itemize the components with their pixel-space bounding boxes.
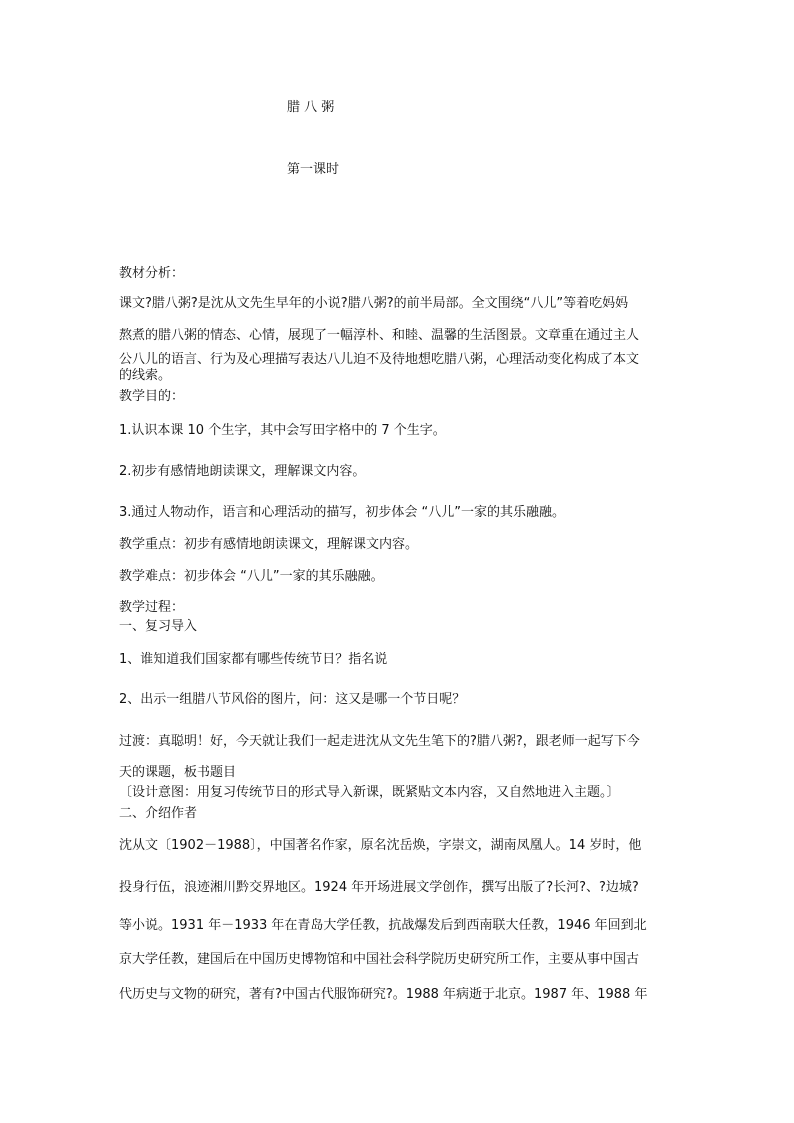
author-line: 代历史与文物的研究，著有?中国古代服饰研究?。1988 年病逝于北京。1987 年、1988 年 <box>119 987 648 1002</box>
question-1: 1、谁知道我们国家都有哪些传统节日？指名说 <box>119 652 388 667</box>
goal-item: 3.通过人物动作，语言和心理活动的描写，初步体会 “八儿”一家的其乐融融。 <box>119 505 566 520</box>
design-note: 〔设计意图：用复习传统节日的形式导入新课，既紧贴文本内容，又自然地进入主题。〕 <box>119 785 620 800</box>
goal-item: 1.认识本课 10 个生字，其中会写田字格中的 7 个生字。 <box>119 423 446 438</box>
lesson-title: 腊 八 粥 <box>287 100 335 115</box>
process-heading: 教学过程： <box>119 600 185 615</box>
analysis-line: 公八儿的语言、行为及心理描写表达八儿迫不及待地想吃腊八粥，心理活动变化构成了本文 <box>119 352 640 367</box>
goals-heading: 教学目的： <box>119 389 185 404</box>
goal-item: 2.初步有感情地朗读课文，理解课文内容。 <box>119 464 366 479</box>
lesson-subtitle: 第一课时 <box>287 162 340 177</box>
author-line: 投身行伍，浪迹湘川黔交界地区。1924 年开场进展文学创作，撰写出版了?长河?、?边城? <box>119 880 639 895</box>
section-review-intro: 一、复习导入 <box>119 619 198 634</box>
analysis-line: 课文?腊八粥?是沈从文先生早年的小说?腊八粥?的前半局部。全文围绕“八儿”等着吃妈妈 <box>119 296 629 311</box>
author-line: 沈从文〔1902－1988〕，中国著名作家，原名沈岳焕，字崇文，湖南凤凰人。14 岁时，他 <box>119 838 642 853</box>
key-point: 教学重点：初步有感情地朗读课文，理解课文内容。 <box>119 537 419 552</box>
question-2: 2、出示一组腊八节风俗的图片，问：这又是哪一个节日呢？ <box>119 692 466 707</box>
author-line: 京大学任教，建国后在中国历史博物馆和中国社会科学院历史研究所工作，主要从事中国古 <box>119 952 640 967</box>
difficulty: 教学难点：初步体会 “八儿”一家的其乐融融。 <box>119 569 384 584</box>
author-line: 等小说。1931 年－1933 年在青岛大学任教，抗战爆发后到西南联大任教，1946 年回到北 <box>119 918 647 933</box>
transition-line: 天的课题，板书题目 <box>119 765 237 780</box>
analysis-line: 的线索。 <box>119 368 172 383</box>
analysis-line: 熬煮的腊八粥的情态、心情，展现了一幅淳朴、和睦、温馨的生活图景。文章重在通过主人 <box>119 328 640 343</box>
transition-line: 过渡：真聪明！好，今天就让我们一起走进沈从文先生笔下的?腊八粥?，跟老师一起写下今 <box>119 734 640 749</box>
analysis-heading: 教材分析： <box>119 266 185 281</box>
section-author: 二、介绍作者 <box>119 806 198 821</box>
